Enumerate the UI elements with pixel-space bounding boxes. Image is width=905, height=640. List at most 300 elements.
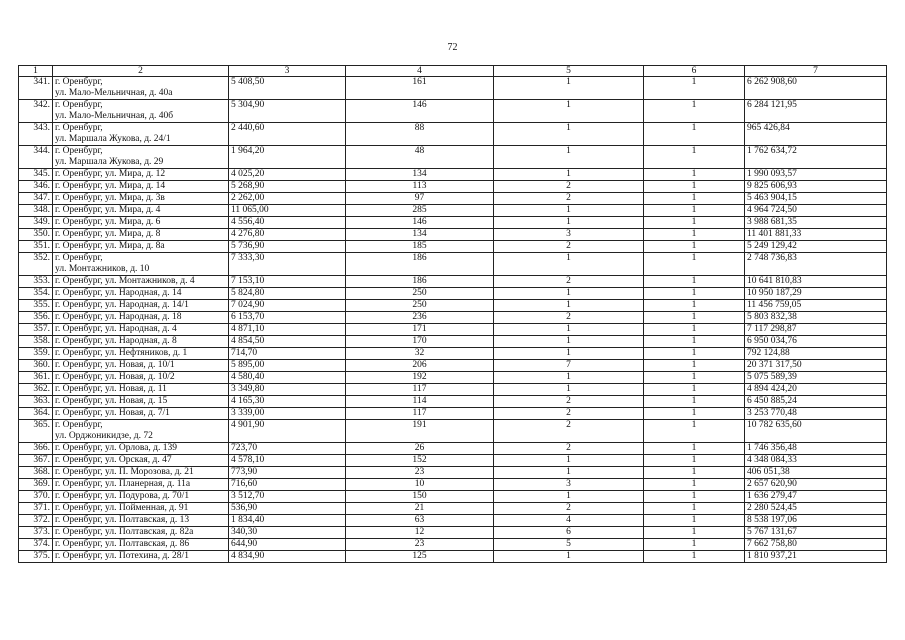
address-cell bbox=[53, 515, 229, 527]
column-5-cell: 1 bbox=[494, 146, 644, 169]
area-cell: 3 349,80 bbox=[229, 384, 346, 396]
row-number-cell: 369. bbox=[19, 479, 53, 491]
column-5-cell: 2 bbox=[494, 312, 644, 324]
table-row bbox=[19, 100, 887, 123]
cost-cell: 406 051,38 bbox=[745, 467, 887, 479]
area-cell: 4 276,80 bbox=[229, 229, 346, 241]
address-cell bbox=[53, 324, 229, 336]
cost-cell: 4 894 424,20 bbox=[745, 384, 887, 396]
address-cell bbox=[53, 288, 229, 300]
table-row bbox=[19, 503, 887, 515]
column-4-cell: 23 bbox=[346, 467, 494, 479]
row-number-cell: 371. bbox=[19, 503, 53, 515]
area-cell: 4 580,40 bbox=[229, 372, 346, 384]
cost-cell: 9 825 606,93 bbox=[745, 181, 887, 193]
column-4-cell: 113 bbox=[346, 181, 494, 193]
area-cell: 4 025,20 bbox=[229, 169, 346, 181]
column-4-cell: 250 bbox=[346, 288, 494, 300]
address-cell bbox=[53, 100, 229, 123]
column-6-cell: 1 bbox=[644, 181, 745, 193]
area-cell: 644,90 bbox=[229, 539, 346, 551]
area-cell: 723,70 bbox=[229, 443, 346, 455]
header-cell: 7 bbox=[745, 66, 887, 77]
column-6-cell: 1 bbox=[644, 360, 745, 372]
column-4-cell: 186 bbox=[346, 276, 494, 288]
column-6-cell: 1 bbox=[644, 515, 745, 527]
cost-cell: 5 463 904,15 bbox=[745, 193, 887, 205]
cost-cell: 2 748 736,83 bbox=[745, 253, 887, 276]
row-number-cell: 364. bbox=[19, 408, 53, 420]
address-line: г. Оренбург, bbox=[55, 123, 103, 133]
column-6-cell: 1 bbox=[644, 169, 745, 181]
column-5-cell: 1 bbox=[494, 100, 644, 123]
column-4-cell: 32 bbox=[346, 348, 494, 360]
address-cell bbox=[53, 443, 229, 455]
housing-register-table bbox=[18, 65, 887, 563]
column-4-cell: 117 bbox=[346, 408, 494, 420]
column-6-cell: 1 bbox=[644, 443, 745, 455]
row-number-cell: 353. bbox=[19, 276, 53, 288]
table-row bbox=[19, 169, 887, 181]
address-line: г. Оренбург, ул. Мира, д. 8 bbox=[55, 229, 161, 239]
column-5-cell: 1 bbox=[494, 169, 644, 181]
row-number-cell: 342. bbox=[19, 100, 53, 123]
column-4-cell: 170 bbox=[346, 336, 494, 348]
column-6-cell: 1 bbox=[644, 491, 745, 503]
address-cell bbox=[53, 300, 229, 312]
column-6-cell: 1 bbox=[644, 420, 745, 443]
cost-cell: 6 450 885,24 bbox=[745, 396, 887, 408]
row-number-cell: 357. bbox=[19, 324, 53, 336]
table-row bbox=[19, 324, 887, 336]
address-line: г. Оренбург, bbox=[55, 420, 103, 430]
area-cell: 11 065,00 bbox=[229, 205, 346, 217]
column-5-cell: 2 bbox=[494, 420, 644, 443]
column-6-cell: 1 bbox=[644, 288, 745, 300]
row-number-cell: 363. bbox=[19, 396, 53, 408]
address-line: г. Оренбург, ул. Орская, д. 47 bbox=[55, 455, 172, 465]
column-6-cell: 1 bbox=[644, 324, 745, 336]
address-cell bbox=[53, 396, 229, 408]
column-5-cell: 2 bbox=[494, 193, 644, 205]
column-4-cell: 21 bbox=[346, 503, 494, 515]
column-4-cell: 206 bbox=[346, 360, 494, 372]
address-line: г. Оренбург, ул. Орлова, д. 139 bbox=[55, 443, 177, 453]
row-number-cell: 351. bbox=[19, 241, 53, 253]
column-4-cell: 236 bbox=[346, 312, 494, 324]
row-number-cell: 346. bbox=[19, 181, 53, 193]
column-4-cell: 285 bbox=[346, 205, 494, 217]
address-line: г. Оренбург, ул. П. Морозова, д. 21 bbox=[55, 467, 194, 477]
column-6-cell: 1 bbox=[644, 312, 745, 324]
address-line: г. Оренбург, ул. Новая, д. 7/1 bbox=[55, 408, 170, 418]
column-6-cell: 1 bbox=[644, 396, 745, 408]
area-cell: 4 165,30 bbox=[229, 396, 346, 408]
column-4-cell: 186 bbox=[346, 253, 494, 276]
table-row bbox=[19, 193, 887, 205]
column-5-cell: 1 bbox=[494, 372, 644, 384]
address-line: г. Оренбург, ул. Подурова, д. 70/1 bbox=[55, 491, 190, 501]
row-number-cell: 374. bbox=[19, 539, 53, 551]
address-line: г. Оренбург, ул. Народная, д. 8 bbox=[55, 336, 177, 346]
header-cell: 4 bbox=[346, 66, 494, 77]
column-6-cell: 1 bbox=[644, 276, 745, 288]
column-6-cell: 1 bbox=[644, 241, 745, 253]
address-line: г. Оренбург, ул. Народная, д. 18 bbox=[55, 312, 182, 322]
address-line: ул. Монтажников, д. 10 bbox=[55, 264, 150, 274]
column-6-cell: 1 bbox=[644, 193, 745, 205]
table-row bbox=[19, 241, 887, 253]
column-5-cell: 3 bbox=[494, 229, 644, 241]
cost-cell: 5 767 131,67 bbox=[745, 527, 887, 539]
column-6-cell: 1 bbox=[644, 408, 745, 420]
table-row bbox=[19, 551, 887, 563]
row-number-cell: 368. bbox=[19, 467, 53, 479]
row-number-cell: 370. bbox=[19, 491, 53, 503]
table-row bbox=[19, 539, 887, 551]
column-5-cell: 1 bbox=[494, 324, 644, 336]
table-row bbox=[19, 396, 887, 408]
address-cell bbox=[53, 205, 229, 217]
cost-cell: 7 662 758,80 bbox=[745, 539, 887, 551]
row-number-cell: 361. bbox=[19, 372, 53, 384]
row-number-cell: 358. bbox=[19, 336, 53, 348]
column-5-cell: 1 bbox=[494, 253, 644, 276]
cost-cell: 10 950 187,29 bbox=[745, 288, 887, 300]
column-5-cell: 3 bbox=[494, 479, 644, 491]
address-cell bbox=[53, 503, 229, 515]
table-row bbox=[19, 253, 887, 276]
column-5-cell: 6 bbox=[494, 527, 644, 539]
column-5-cell: 1 bbox=[494, 467, 644, 479]
column-6-cell: 1 bbox=[644, 146, 745, 169]
address-line: г. Оренбург, ул. Новая, д. 15 bbox=[55, 396, 168, 406]
area-cell: 773,90 bbox=[229, 467, 346, 479]
cost-cell: 11 401 881,33 bbox=[745, 229, 887, 241]
table-row bbox=[19, 181, 887, 193]
row-number-cell: 359. bbox=[19, 348, 53, 360]
row-number-cell: 345. bbox=[19, 169, 53, 181]
row-number-cell: 367. bbox=[19, 455, 53, 467]
column-4-cell: 171 bbox=[346, 324, 494, 336]
address-line: г. Оренбург, ул. Народная, д. 14/1 bbox=[55, 300, 189, 310]
cost-cell: 1 746 356,48 bbox=[745, 443, 887, 455]
address-line: г. Оренбург, ул. Полтавская, д. 86 bbox=[55, 539, 190, 549]
cost-cell: 10 782 635,60 bbox=[745, 420, 887, 443]
column-5-cell: 5 bbox=[494, 539, 644, 551]
address-line: г. Оренбург, ул. Мира, д. 4 bbox=[55, 205, 161, 215]
address-line: г. Оренбург, ул. Пойменная, д. 91 bbox=[55, 503, 189, 513]
area-cell: 5 824,80 bbox=[229, 288, 346, 300]
header-cell: 1 bbox=[19, 66, 53, 77]
cost-cell: 3 988 681,35 bbox=[745, 217, 887, 229]
table-row bbox=[19, 123, 887, 146]
row-number-cell: 365. bbox=[19, 420, 53, 443]
column-5-cell: 1 bbox=[494, 217, 644, 229]
address-line: ул. Мало-Мельничная, д. 40а bbox=[55, 88, 173, 98]
address-line: г. Оренбург, ул. Планерная, д. 11а bbox=[55, 479, 191, 489]
column-6-cell: 1 bbox=[644, 479, 745, 491]
row-number-cell: 348. bbox=[19, 205, 53, 217]
area-cell: 4 556,40 bbox=[229, 217, 346, 229]
area-cell: 2 262,00 bbox=[229, 193, 346, 205]
area-cell: 3 512,70 bbox=[229, 491, 346, 503]
address-line: ул. Мало-Мельничная, д. 40б bbox=[55, 111, 174, 121]
table-row bbox=[19, 348, 887, 360]
address-cell bbox=[53, 241, 229, 253]
address-cell bbox=[53, 312, 229, 324]
address-line: г. Оренбург, ул. Мира, д. 14 bbox=[55, 181, 166, 191]
table-row bbox=[19, 146, 887, 169]
column-4-cell: 134 bbox=[346, 229, 494, 241]
area-cell: 536,90 bbox=[229, 503, 346, 515]
table-row bbox=[19, 336, 887, 348]
column-5-cell: 2 bbox=[494, 443, 644, 455]
column-6-cell: 1 bbox=[644, 253, 745, 276]
column-5-cell: 7 bbox=[494, 360, 644, 372]
row-number-cell: 344. bbox=[19, 146, 53, 169]
area-cell: 7 153,10 bbox=[229, 276, 346, 288]
table-row bbox=[19, 205, 887, 217]
address-line: г. Оренбург, ул. Нефтяников, д. 1 bbox=[55, 348, 188, 358]
column-4-cell: 192 bbox=[346, 372, 494, 384]
column-4-cell: 150 bbox=[346, 491, 494, 503]
area-cell: 4 854,50 bbox=[229, 336, 346, 348]
row-number-cell: 372. bbox=[19, 515, 53, 527]
address-cell bbox=[53, 539, 229, 551]
address-cell bbox=[53, 181, 229, 193]
address-cell bbox=[53, 336, 229, 348]
column-4-cell: 117 bbox=[346, 384, 494, 396]
area-cell: 7 024,90 bbox=[229, 300, 346, 312]
column-5-cell: 4 bbox=[494, 515, 644, 527]
row-number-cell: 343. bbox=[19, 123, 53, 146]
table-row bbox=[19, 515, 887, 527]
column-5-cell: 1 bbox=[494, 384, 644, 396]
row-number-cell: 347. bbox=[19, 193, 53, 205]
column-4-cell: 185 bbox=[346, 241, 494, 253]
column-4-cell: 26 bbox=[346, 443, 494, 455]
table-row bbox=[19, 276, 887, 288]
cost-cell: 6 284 121,95 bbox=[745, 100, 887, 123]
column-5-cell: 2 bbox=[494, 276, 644, 288]
area-cell: 5 304,90 bbox=[229, 100, 346, 123]
column-4-cell: 63 bbox=[346, 515, 494, 527]
address-cell bbox=[53, 455, 229, 467]
table-row bbox=[19, 384, 887, 396]
address-cell bbox=[53, 276, 229, 288]
column-5-cell: 1 bbox=[494, 288, 644, 300]
area-cell: 714,70 bbox=[229, 348, 346, 360]
area-cell: 1 834,40 bbox=[229, 515, 346, 527]
column-4-cell: 114 bbox=[346, 396, 494, 408]
column-4-cell: 97 bbox=[346, 193, 494, 205]
row-number-cell: 360. bbox=[19, 360, 53, 372]
table-row bbox=[19, 77, 887, 100]
address-cell bbox=[53, 384, 229, 396]
column-4-cell: 152 bbox=[346, 455, 494, 467]
cost-cell: 2 280 524,45 bbox=[745, 503, 887, 515]
column-6-cell: 1 bbox=[644, 539, 745, 551]
address-cell bbox=[53, 348, 229, 360]
cost-cell: 6 262 908,60 bbox=[745, 77, 887, 100]
area-cell: 4 834,90 bbox=[229, 551, 346, 563]
address-cell bbox=[53, 217, 229, 229]
area-cell: 3 339,00 bbox=[229, 408, 346, 420]
column-4-cell: 250 bbox=[346, 300, 494, 312]
column-4-cell: 48 bbox=[346, 146, 494, 169]
column-6-cell: 1 bbox=[644, 123, 745, 146]
column-6-cell: 1 bbox=[644, 229, 745, 241]
column-5-cell: 2 bbox=[494, 181, 644, 193]
area-cell: 6 153,70 bbox=[229, 312, 346, 324]
header-cell: 3 bbox=[229, 66, 346, 77]
column-5-cell: 1 bbox=[494, 300, 644, 312]
column-6-cell: 1 bbox=[644, 503, 745, 515]
table-row bbox=[19, 288, 887, 300]
area-cell: 4 901,90 bbox=[229, 420, 346, 443]
table-row bbox=[19, 360, 887, 372]
column-6-cell: 1 bbox=[644, 527, 745, 539]
address-line: г. Оренбург, ул. Полтавская, д. 82а bbox=[55, 527, 194, 537]
table-row bbox=[19, 455, 887, 467]
column-4-cell: 12 bbox=[346, 527, 494, 539]
address-line: ул. Маршала Жукова, д. 24/1 bbox=[55, 134, 171, 144]
column-5-cell: 1 bbox=[494, 551, 644, 563]
cost-cell: 5 249 129,42 bbox=[745, 241, 887, 253]
cost-cell: 1 990 093,57 bbox=[745, 169, 887, 181]
cost-cell: 10 641 810,83 bbox=[745, 276, 887, 288]
table-row bbox=[19, 408, 887, 420]
column-4-cell: 146 bbox=[346, 217, 494, 229]
cost-cell: 4 964 724,50 bbox=[745, 205, 887, 217]
address-cell bbox=[53, 372, 229, 384]
row-number-cell: 350. bbox=[19, 229, 53, 241]
address-line: г. Оренбург, ул. Мира, д. 6 bbox=[55, 217, 161, 227]
cost-cell: 20 371 317,50 bbox=[745, 360, 887, 372]
cost-cell: 965 426,84 bbox=[745, 123, 887, 146]
column-6-cell: 1 bbox=[644, 205, 745, 217]
address-line: г. Оренбург, ул. Новая, д. 11 bbox=[55, 384, 167, 394]
column-5-cell: 1 bbox=[494, 77, 644, 100]
address-line: г. Оренбург, ул. Мира, д. 3в bbox=[55, 193, 165, 203]
column-6-cell: 1 bbox=[644, 348, 745, 360]
address-cell bbox=[53, 360, 229, 372]
row-number-cell: 355. bbox=[19, 300, 53, 312]
column-5-cell: 2 bbox=[494, 408, 644, 420]
cost-cell: 11 456 759,05 bbox=[745, 300, 887, 312]
area-cell: 4 578,10 bbox=[229, 455, 346, 467]
table-row bbox=[19, 479, 887, 491]
cost-cell: 2 657 620,90 bbox=[745, 479, 887, 491]
cost-cell: 7 117 298,87 bbox=[745, 324, 887, 336]
address-line: г. Оренбург, ул. Новая, д. 10/2 bbox=[55, 372, 175, 382]
row-number-cell: 341. bbox=[19, 77, 53, 100]
cost-cell: 5 075 589,39 bbox=[745, 372, 887, 384]
column-5-cell: 1 bbox=[494, 205, 644, 217]
column-5-cell: 1 bbox=[494, 491, 644, 503]
column-4-cell: 191 bbox=[346, 420, 494, 443]
table-row bbox=[19, 527, 887, 539]
cost-cell: 5 803 832,38 bbox=[745, 312, 887, 324]
address-cell bbox=[53, 146, 229, 169]
address-line: г. Оренбург, ул. Народная, д. 14 bbox=[55, 288, 182, 298]
header-cell: 5 bbox=[494, 66, 644, 77]
column-6-cell: 1 bbox=[644, 100, 745, 123]
table-row bbox=[19, 217, 887, 229]
area-cell: 7 333,30 bbox=[229, 253, 346, 276]
area-cell: 5 736,90 bbox=[229, 241, 346, 253]
table-row bbox=[19, 420, 887, 443]
column-6-cell: 1 bbox=[644, 300, 745, 312]
address-cell bbox=[53, 169, 229, 181]
area-cell: 2 440,60 bbox=[229, 123, 346, 146]
address-line: г. Оренбург, ул. Монтажников, д. 4 bbox=[55, 276, 195, 286]
area-cell: 1 964,20 bbox=[229, 146, 346, 169]
column-5-cell: 2 bbox=[494, 396, 644, 408]
address-line: г. Оренбург, bbox=[55, 146, 103, 156]
cost-cell: 4 348 084,33 bbox=[745, 455, 887, 467]
column-6-cell: 1 bbox=[644, 455, 745, 467]
address-cell bbox=[53, 229, 229, 241]
cost-cell: 1 762 634,72 bbox=[745, 146, 887, 169]
address-cell bbox=[53, 467, 229, 479]
row-number-cell: 366. bbox=[19, 443, 53, 455]
table-row bbox=[19, 467, 887, 479]
address-line: г. Оренбург, ул. Полтавская, д. 13 bbox=[55, 515, 190, 525]
area-cell: 5 408,50 bbox=[229, 77, 346, 100]
cost-cell: 3 253 770,48 bbox=[745, 408, 887, 420]
column-4-cell: 146 bbox=[346, 100, 494, 123]
address-line: г. Оренбург, bbox=[55, 100, 103, 110]
header-cell: 6 bbox=[644, 66, 745, 77]
address-line: ул. Маршала Жукова, д. 29 bbox=[55, 157, 164, 167]
address-cell bbox=[53, 491, 229, 503]
column-4-cell: 125 bbox=[346, 551, 494, 563]
cost-cell: 1 636 279,47 bbox=[745, 491, 887, 503]
column-5-cell: 1 bbox=[494, 336, 644, 348]
address-cell bbox=[53, 123, 229, 146]
table-row bbox=[19, 229, 887, 241]
area-cell: 5 895,00 bbox=[229, 360, 346, 372]
page-number: 72 bbox=[447, 42, 458, 53]
address-cell bbox=[53, 193, 229, 205]
column-6-cell: 1 bbox=[644, 336, 745, 348]
table-row bbox=[19, 491, 887, 503]
column-4-cell: 134 bbox=[346, 169, 494, 181]
row-number-cell: 356. bbox=[19, 312, 53, 324]
table-row bbox=[19, 312, 887, 324]
address-line: г. Оренбург, bbox=[55, 77, 103, 87]
cost-cell: 8 538 197,06 bbox=[745, 515, 887, 527]
address-line: г. Оренбург, bbox=[55, 253, 103, 263]
address-cell bbox=[53, 77, 229, 100]
cost-cell: 6 950 034,76 bbox=[745, 336, 887, 348]
column-6-cell: 1 bbox=[644, 551, 745, 563]
address-line: ул. Орджоникидзе, д. 72 bbox=[55, 431, 153, 441]
address-line: г. Оренбург, ул. Народная, д. 4 bbox=[55, 324, 177, 334]
address-cell bbox=[53, 527, 229, 539]
address-cell bbox=[53, 551, 229, 563]
address-cell bbox=[53, 479, 229, 491]
address-cell bbox=[53, 253, 229, 276]
address-cell bbox=[53, 420, 229, 443]
table-row bbox=[19, 443, 887, 455]
column-5-cell: 1 bbox=[494, 348, 644, 360]
column-number-header-row bbox=[19, 66, 887, 77]
cost-cell: 1 810 937,21 bbox=[745, 551, 887, 563]
row-number-cell: 354. bbox=[19, 288, 53, 300]
